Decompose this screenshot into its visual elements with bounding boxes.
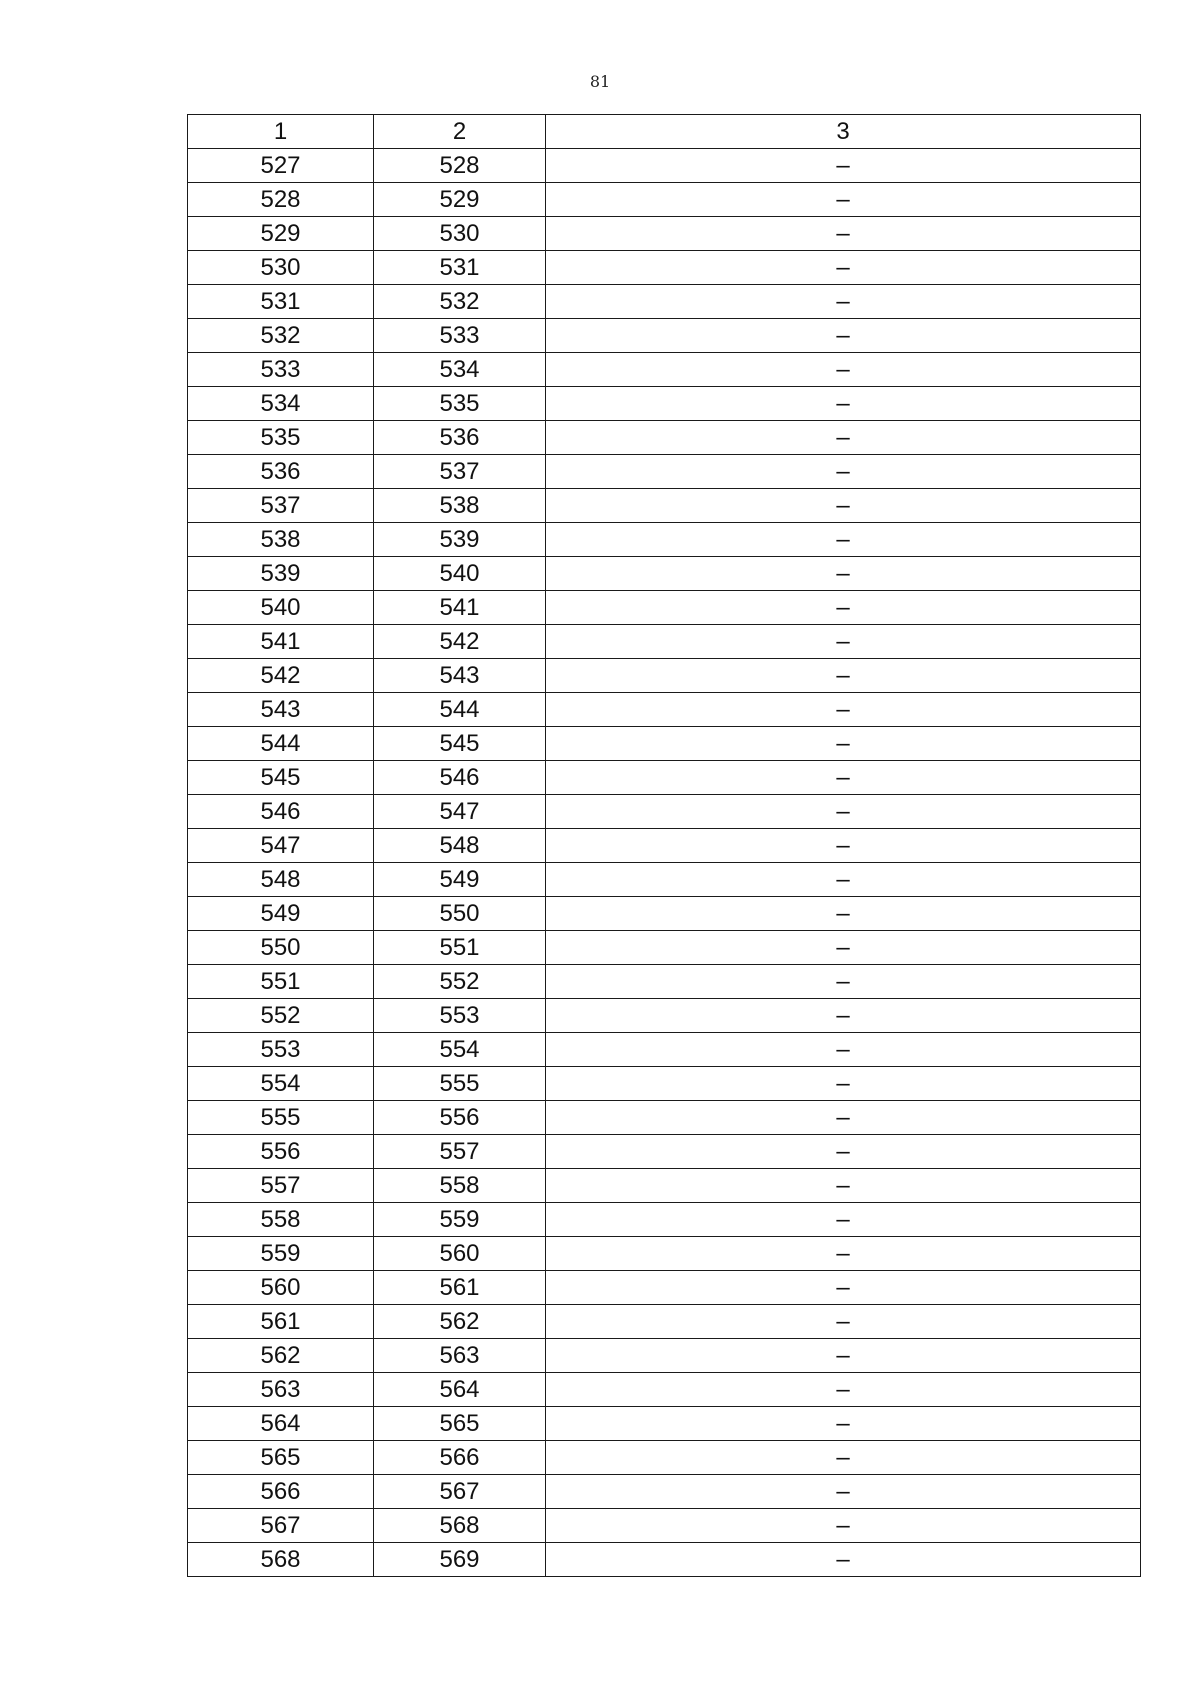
table-cell-col-3: –	[546, 1475, 1141, 1509]
table-cell-col-2: 549	[374, 863, 546, 897]
table-cell-col-3: –	[546, 1441, 1141, 1475]
table-cell-col-1: 553	[188, 1033, 374, 1067]
table-cell-col-2: 546	[374, 761, 546, 795]
table-row	[188, 1305, 1141, 1339]
table-cell-col-3: –	[546, 1339, 1141, 1373]
table-cell-col-3: –	[546, 455, 1141, 489]
table-cell-col-2: 565	[374, 1407, 546, 1441]
table-row	[188, 1169, 1141, 1203]
table-cell-col-1: 548	[188, 863, 374, 897]
table-cell-col-1: 567	[188, 1509, 374, 1543]
table-cell-col-2: 531	[374, 251, 546, 285]
table-cell-col-3: –	[546, 1203, 1141, 1237]
table-cell-col-3: –	[546, 829, 1141, 863]
table-cell-col-2: 540	[374, 557, 546, 591]
table-cell-col-3: –	[546, 251, 1141, 285]
header-cell-2: 2	[374, 115, 546, 149]
table-cell-col-1: 547	[188, 829, 374, 863]
table-cell-col-3: –	[546, 1271, 1141, 1305]
table-cell-col-3: –	[546, 931, 1141, 965]
table-cell-col-2: 538	[374, 489, 546, 523]
table-cell-col-2: 530	[374, 217, 546, 251]
table-cell-col-1: 556	[188, 1135, 374, 1169]
table-row	[188, 489, 1141, 523]
data-table	[187, 114, 1141, 1577]
table-row	[188, 727, 1141, 761]
table-cell-col-3: –	[546, 1305, 1141, 1339]
header-cell-1: 1	[188, 115, 374, 149]
table-cell-col-3: –	[546, 1135, 1141, 1169]
table-cell-col-1: 528	[188, 183, 374, 217]
table-row	[188, 1509, 1141, 1543]
table-row	[188, 1067, 1141, 1101]
table-cell-col-2: 543	[374, 659, 546, 693]
table-row	[188, 829, 1141, 863]
table-cell-col-3: –	[546, 1543, 1141, 1577]
table-cell-col-1: 543	[188, 693, 374, 727]
table-cell-col-2: 529	[374, 183, 546, 217]
table-cell-col-2: 528	[374, 149, 546, 183]
table-row	[188, 693, 1141, 727]
table-row	[188, 931, 1141, 965]
table-cell-col-2: 560	[374, 1237, 546, 1271]
table-row	[188, 557, 1141, 591]
table-cell-col-1: 531	[188, 285, 374, 319]
table-cell-col-3: –	[546, 353, 1141, 387]
table-cell-col-3: –	[546, 727, 1141, 761]
table-cell-col-3: –	[546, 863, 1141, 897]
table-cell-col-3: –	[546, 1169, 1141, 1203]
table-cell-col-1: 568	[188, 1543, 374, 1577]
table-cell-col-1: 539	[188, 557, 374, 591]
table-cell-col-1: 542	[188, 659, 374, 693]
table-cell-col-2: 554	[374, 1033, 546, 1067]
table-cell-col-3: –	[546, 693, 1141, 727]
table-cell-col-1: 540	[188, 591, 374, 625]
table-cell-col-2: 548	[374, 829, 546, 863]
table-cell-col-2: 539	[374, 523, 546, 557]
table-body	[188, 115, 1141, 1577]
table-cell-col-1: 566	[188, 1475, 374, 1509]
table-row	[188, 761, 1141, 795]
table-row	[188, 999, 1141, 1033]
table-row	[188, 319, 1141, 353]
table-cell-col-3: –	[546, 387, 1141, 421]
table-row	[188, 1339, 1141, 1373]
table-cell-col-2: 557	[374, 1135, 546, 1169]
table-cell-col-1: 541	[188, 625, 374, 659]
table-cell-col-2: 534	[374, 353, 546, 387]
table-cell-col-1: 545	[188, 761, 374, 795]
table-cell-col-2: 558	[374, 1169, 546, 1203]
table-cell-col-2: 542	[374, 625, 546, 659]
table-row	[188, 1407, 1141, 1441]
table-cell-col-2: 553	[374, 999, 546, 1033]
header-cell-3: 3	[546, 115, 1141, 149]
table-cell-col-3: –	[546, 149, 1141, 183]
table-cell-col-1: 530	[188, 251, 374, 285]
table-row	[188, 1441, 1141, 1475]
table-row	[188, 251, 1141, 285]
table-cell-col-3: –	[546, 489, 1141, 523]
table-cell-col-3: –	[546, 1033, 1141, 1067]
table-cell-col-1: 565	[188, 1441, 374, 1475]
table-cell-col-1: 532	[188, 319, 374, 353]
table-cell-col-1: 561	[188, 1305, 374, 1339]
table-row	[188, 421, 1141, 455]
table-cell-col-2: 550	[374, 897, 546, 931]
table-cell-col-3: –	[546, 1509, 1141, 1543]
table-cell-col-3: –	[546, 421, 1141, 455]
table-row	[188, 285, 1141, 319]
table-cell-col-2: 567	[374, 1475, 546, 1509]
table-header-row	[188, 115, 1141, 149]
table-row	[188, 1271, 1141, 1305]
table-cell-col-2: 552	[374, 965, 546, 999]
table-cell-col-3: –	[546, 659, 1141, 693]
table-cell-col-1: 533	[188, 353, 374, 387]
table-cell-col-3: –	[546, 1373, 1141, 1407]
table-cell-col-3: –	[546, 217, 1141, 251]
table-cell-col-1: 558	[188, 1203, 374, 1237]
table-cell-col-1: 560	[188, 1271, 374, 1305]
table-cell-col-2: 541	[374, 591, 546, 625]
table-cell-col-3: –	[546, 965, 1141, 999]
table-cell-col-3: –	[546, 897, 1141, 931]
table-row	[188, 183, 1141, 217]
table-cell-col-1: 555	[188, 1101, 374, 1135]
table-row	[188, 149, 1141, 183]
table-cell-col-3: –	[546, 795, 1141, 829]
table-row	[188, 353, 1141, 387]
table-row	[188, 387, 1141, 421]
table-cell-col-1: 527	[188, 149, 374, 183]
table-cell-col-2: 537	[374, 455, 546, 489]
table-cell-col-2: 536	[374, 421, 546, 455]
table-cell-col-2: 556	[374, 1101, 546, 1135]
table-cell-col-1: 562	[188, 1339, 374, 1373]
table-cell-col-2: 535	[374, 387, 546, 421]
table-cell-col-2: 533	[374, 319, 546, 353]
page-number: 81	[589, 72, 611, 91]
table-cell-col-1: 549	[188, 897, 374, 931]
table-cell-col-1: 538	[188, 523, 374, 557]
table-row	[188, 1543, 1141, 1577]
table-row	[188, 1033, 1141, 1067]
table-cell-col-2: 559	[374, 1203, 546, 1237]
table-cell-col-2: 569	[374, 1543, 546, 1577]
table-cell-col-3: –	[546, 319, 1141, 353]
table-cell-col-3: –	[546, 557, 1141, 591]
table-cell-col-2: 566	[374, 1441, 546, 1475]
table-cell-col-3: –	[546, 999, 1141, 1033]
table-cell-col-2: 545	[374, 727, 546, 761]
table-cell-col-3: –	[546, 183, 1141, 217]
table-cell-col-2: 547	[374, 795, 546, 829]
table-row	[188, 1135, 1141, 1169]
table-row	[188, 897, 1141, 931]
table-cell-col-3: –	[546, 1101, 1141, 1135]
table-row	[188, 965, 1141, 999]
table-row	[188, 625, 1141, 659]
table-cell-col-3: –	[546, 285, 1141, 319]
table-cell-col-2: 564	[374, 1373, 546, 1407]
table-cell-col-1: 529	[188, 217, 374, 251]
table-row	[188, 1237, 1141, 1271]
table-cell-col-2: 555	[374, 1067, 546, 1101]
table-cell-col-3: –	[546, 625, 1141, 659]
table-cell-col-3: –	[546, 591, 1141, 625]
table-row	[188, 1101, 1141, 1135]
table-cell-col-2: 551	[374, 931, 546, 965]
table-cell-col-2: 563	[374, 1339, 546, 1373]
table-cell-col-3: –	[546, 1407, 1141, 1441]
table-row	[188, 455, 1141, 489]
table-row	[188, 217, 1141, 251]
table-cell-col-1: 554	[188, 1067, 374, 1101]
table-cell-col-1: 564	[188, 1407, 374, 1441]
table-cell-col-1: 557	[188, 1169, 374, 1203]
table-cell-col-1: 535	[188, 421, 374, 455]
table-cell-col-1: 551	[188, 965, 374, 999]
table-row	[188, 795, 1141, 829]
table-cell-col-1: 550	[188, 931, 374, 965]
table-cell-col-2: 544	[374, 693, 546, 727]
table-cell-col-1: 544	[188, 727, 374, 761]
table-cell-col-1: 552	[188, 999, 374, 1033]
table-cell-col-1: 559	[188, 1237, 374, 1271]
table-cell-col-2: 562	[374, 1305, 546, 1339]
table-cell-col-1: 546	[188, 795, 374, 829]
table-cell-col-2: 568	[374, 1509, 546, 1543]
table-cell-col-3: –	[546, 523, 1141, 557]
table-row	[188, 591, 1141, 625]
table-cell-col-1: 534	[188, 387, 374, 421]
table-row	[188, 1373, 1141, 1407]
table-row	[188, 1475, 1141, 1509]
table-cell-col-2: 561	[374, 1271, 546, 1305]
table-cell-col-1: 563	[188, 1373, 374, 1407]
table-cell-col-3: –	[546, 761, 1141, 795]
table-cell-col-3: –	[546, 1067, 1141, 1101]
table-row	[188, 863, 1141, 897]
table-cell-col-2: 532	[374, 285, 546, 319]
table-row	[188, 659, 1141, 693]
table-cell-col-3: –	[546, 1237, 1141, 1271]
table-cell-col-1: 536	[188, 455, 374, 489]
table-row	[188, 523, 1141, 557]
table-cell-col-1: 537	[188, 489, 374, 523]
table-row	[188, 1203, 1141, 1237]
